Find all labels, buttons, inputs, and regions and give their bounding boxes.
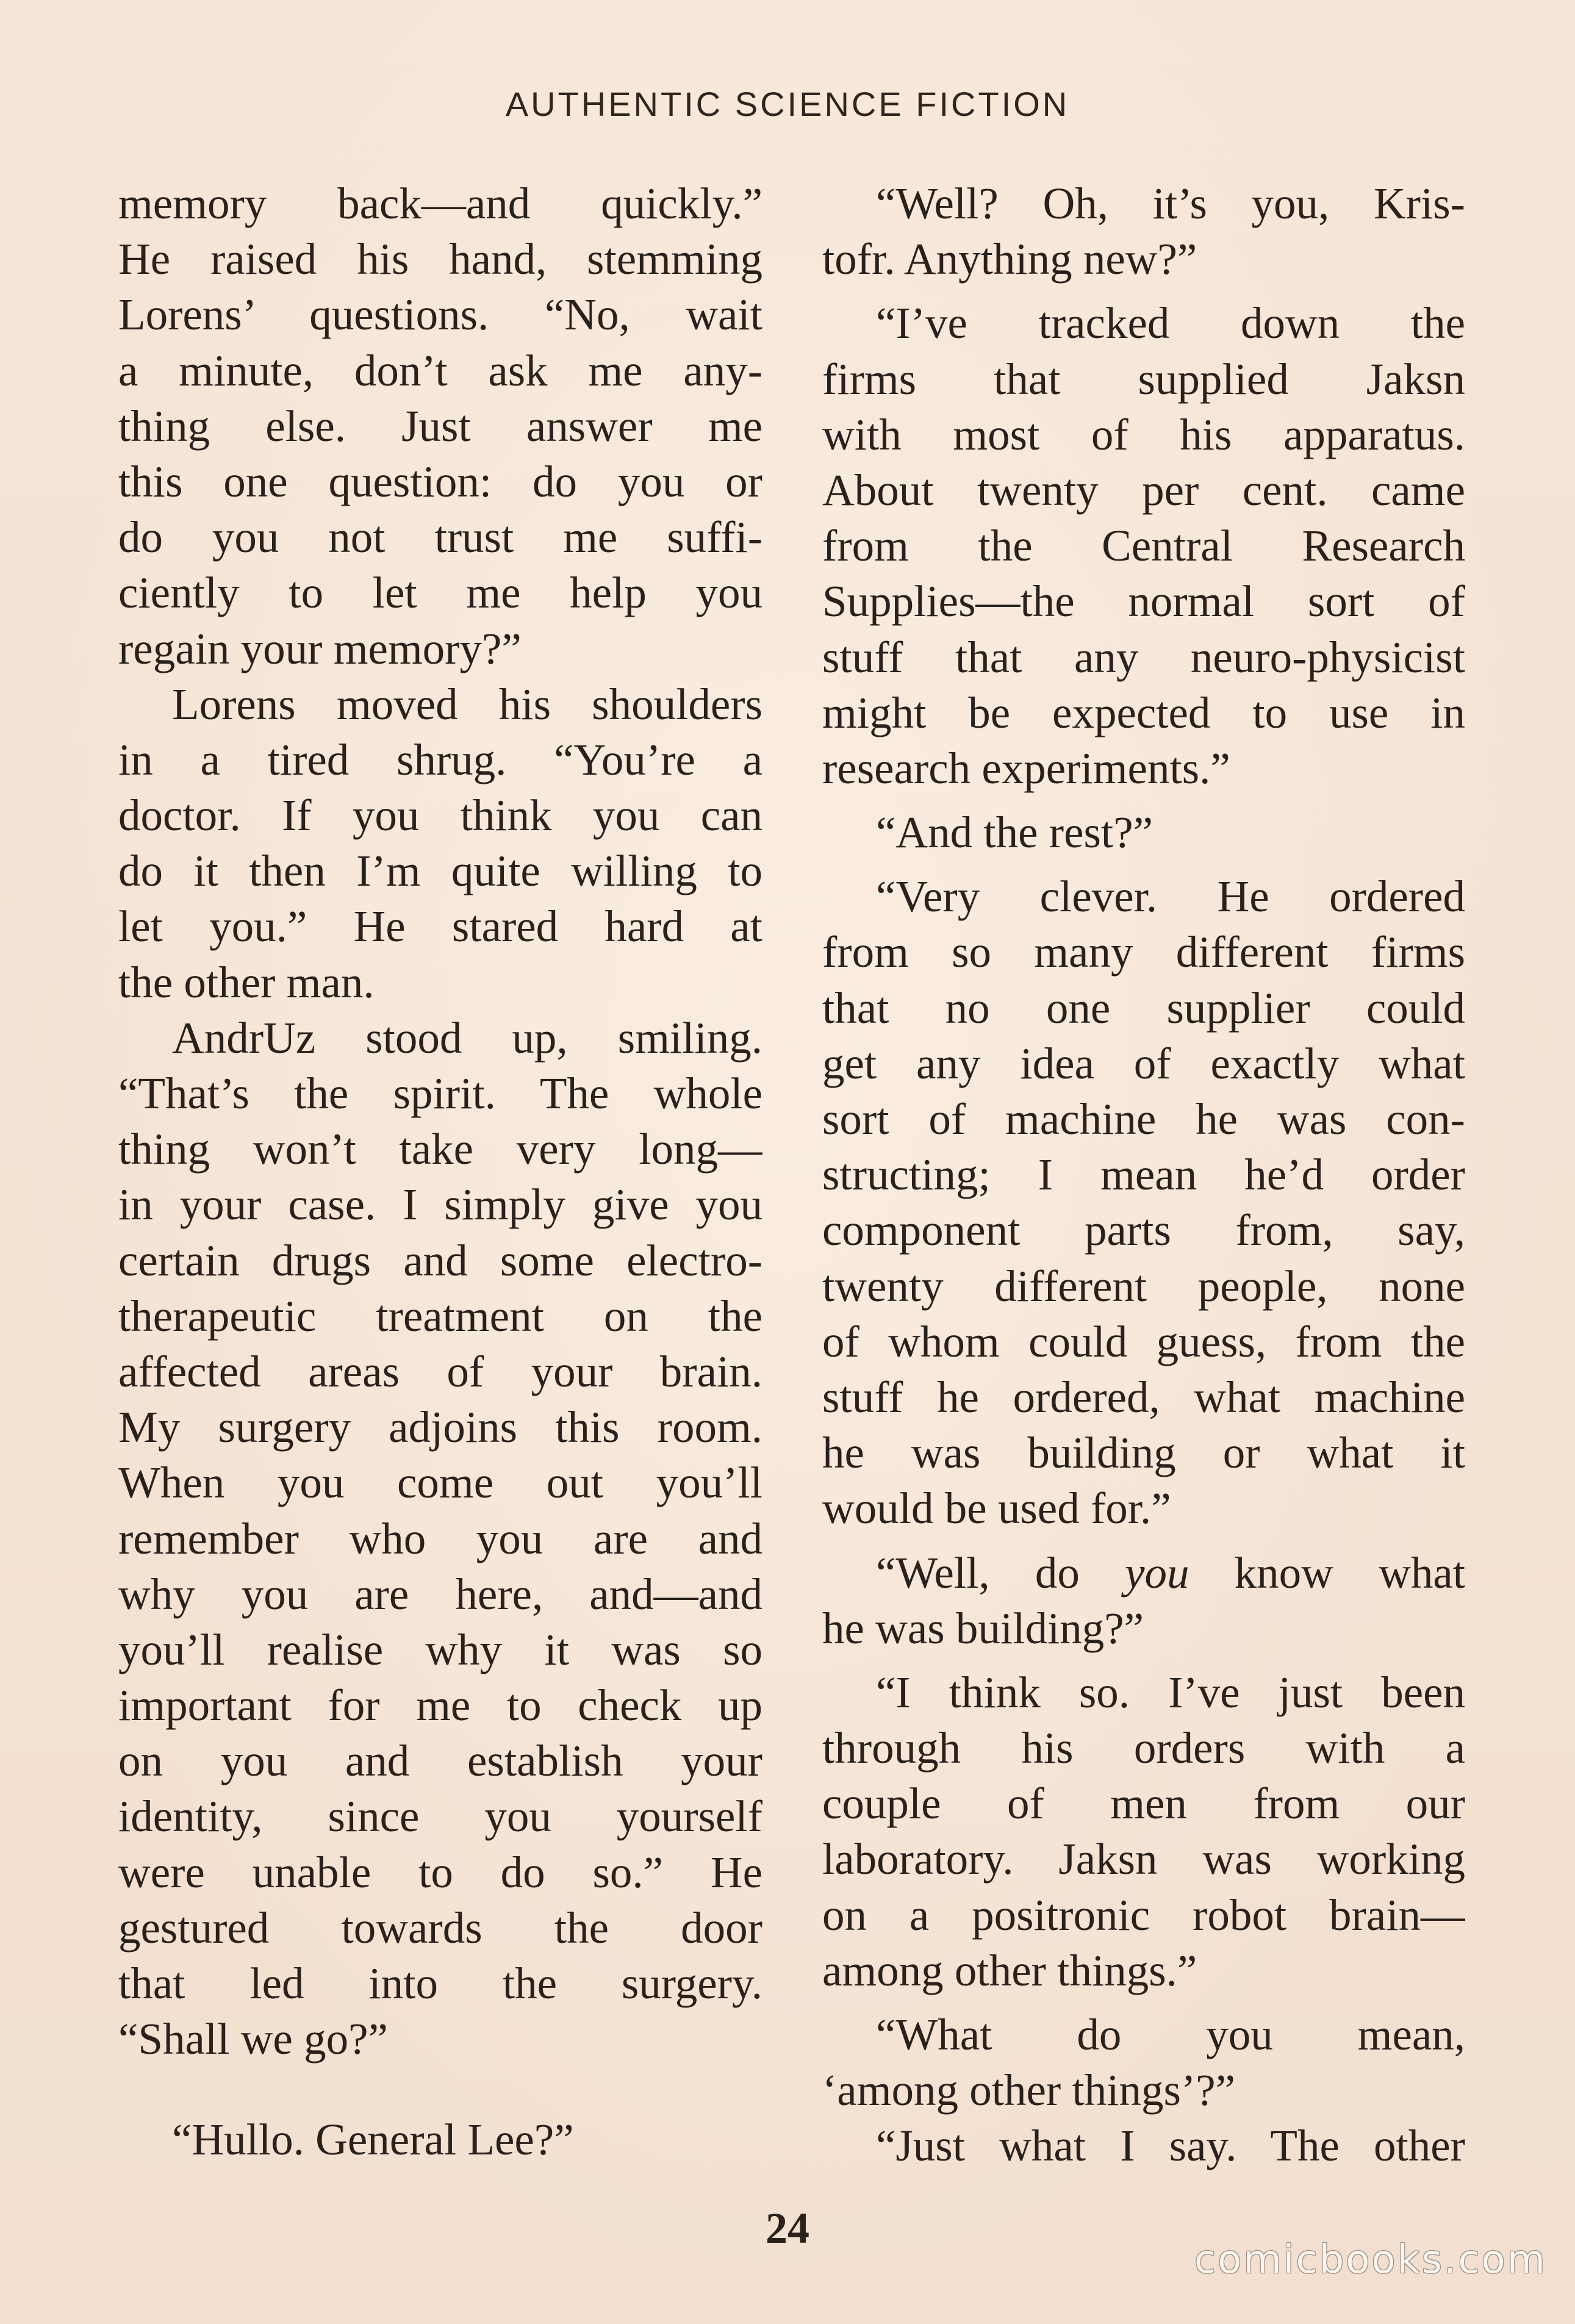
- text-line: [822, 1545, 1465, 1601]
- text-line: When you come out you’ll: [118, 1458, 762, 1508]
- text-line: “That’s the spirit. The whole: [118, 1069, 762, 1118]
- text-line: “I’ve tracked down the: [876, 298, 1465, 348]
- text-run: know what: [1189, 1548, 1465, 1598]
- text-line: identity, since you yourself: [118, 1791, 762, 1842]
- text-line: do it then I’m quite willing to: [118, 846, 762, 896]
- text-line: therapeutic treatment on the: [118, 1291, 762, 1341]
- text-line: would be used for.”: [822, 1483, 1171, 1533]
- text-line: “And the rest?”: [876, 808, 1153, 858]
- text-line: tofr. Anything new?”: [822, 234, 1197, 284]
- text-line: couple of men from our: [822, 1779, 1465, 1829]
- text-line: he was building?”: [822, 1603, 1144, 1653]
- text-line: let you.” He stared hard at: [118, 902, 762, 952]
- text-line: He raised his hand, stemming: [118, 234, 762, 284]
- text-line: About twenty per cent. came: [822, 465, 1465, 515]
- text-line: do you not trust me suffi-: [118, 512, 762, 562]
- text-line: component parts from, say,: [822, 1205, 1465, 1255]
- text-line: you’ll realise why it was so: [118, 1624, 762, 1674]
- text-line: through his orders with a: [822, 1723, 1465, 1773]
- text-line: gestured towards the door: [118, 1903, 762, 1953]
- text-line: thing else. Just answer me: [118, 401, 762, 451]
- text-line: might be expected to use in: [822, 687, 1465, 737]
- text-line: of whom could guess, from the: [822, 1316, 1465, 1366]
- text-line: structing; I mean he’d order: [822, 1150, 1465, 1200]
- text-line: among other things.”: [822, 1945, 1197, 1995]
- text-line: in a tired shrug. “You’re a: [118, 734, 762, 784]
- text-line: Supplies—the normal sort of: [822, 576, 1465, 626]
- text-line: Lorens moved his shoulders: [172, 679, 762, 729]
- text-line: regain your memory?”: [118, 623, 522, 673]
- text-line: research experiments.”: [822, 743, 1230, 793]
- text-line: “Very clever. He ordered: [876, 872, 1465, 922]
- text-line: “Well? Oh, it’s you, Kris-: [876, 179, 1465, 228]
- text-line: thing won’t take very long—: [118, 1124, 762, 1174]
- text-line: that led into the surgery.: [118, 1959, 762, 2008]
- text-line: from so many different firms: [822, 927, 1465, 977]
- text-line: firms that supplied Jaksn: [822, 354, 1465, 404]
- text-line: doctor. If you think you can: [118, 791, 762, 841]
- text-line: that no one supplier could: [822, 983, 1465, 1033]
- text-line: get any idea of exactly what: [822, 1038, 1465, 1088]
- running-head: AUTHENTIC SCIENCE FICTION: [505, 85, 1070, 123]
- text-line: why you are here, and—and: [118, 1569, 762, 1619]
- text-line: on a positronic robot brain—: [822, 1890, 1465, 1940]
- text-line: important for me to check up: [118, 1680, 762, 1730]
- text-line: a minute, don’t ask me any-: [118, 345, 762, 395]
- text-line: with most of his apparatus.: [822, 409, 1465, 459]
- text-line: were unable to do so.” He: [118, 1847, 762, 1897]
- text-line: “Just what I say. The other: [876, 2121, 1465, 2171]
- text-line: “I think so. I’ve just been: [876, 1667, 1465, 1717]
- right-text-column: [822, 176, 1465, 2174]
- emphasis-run: you: [1125, 1548, 1189, 1598]
- text-line: certain drugs and some electro-: [118, 1235, 762, 1285]
- text-line: “What do you mean,: [876, 2010, 1465, 2059]
- text-line: “Hullo. General Lee?”: [172, 2115, 574, 2165]
- text-line: memory back—and quickly.”: [118, 179, 762, 228]
- text-line: the other man.: [118, 957, 375, 1007]
- text-line: from the Central Research: [822, 521, 1465, 571]
- text-line: ‘among other things’?”: [822, 2065, 1236, 2115]
- text-line: AndrUz stood up, smiling.: [172, 1013, 762, 1063]
- page-number: 24: [766, 2204, 809, 2253]
- text-line: My surgery adjoins this room.: [118, 1402, 762, 1452]
- text-line: Lorens’ questions. “No, wait: [118, 290, 762, 340]
- text-line: in your case. I simply give you: [118, 1180, 762, 1230]
- text-line: remember who you are and: [118, 1513, 762, 1563]
- text-line: stuff that any neuro-physicist: [822, 632, 1465, 682]
- text-line: stuff he ordered, what machine: [822, 1372, 1465, 1422]
- text-run: “Well, do: [876, 1548, 1125, 1598]
- text-line: on you and establish your: [118, 1736, 762, 1786]
- text-line: ciently to let me help you: [118, 568, 762, 618]
- text-line: “Shall we go?”: [118, 2014, 388, 2064]
- text-line: laboratory. Jaksn was working: [822, 1834, 1465, 1884]
- left-text-column: [118, 176, 762, 2168]
- text-line: this one question: do you or: [118, 456, 762, 506]
- watermark-logo: comicbooks.com: [1194, 2237, 1547, 2283]
- text-line: affected areas of your brain.: [118, 1346, 762, 1396]
- text-line: he was building or what it: [822, 1428, 1465, 1478]
- text-line: twenty different people, none: [822, 1261, 1465, 1311]
- text-line: sort of machine he was con-: [822, 1094, 1465, 1144]
